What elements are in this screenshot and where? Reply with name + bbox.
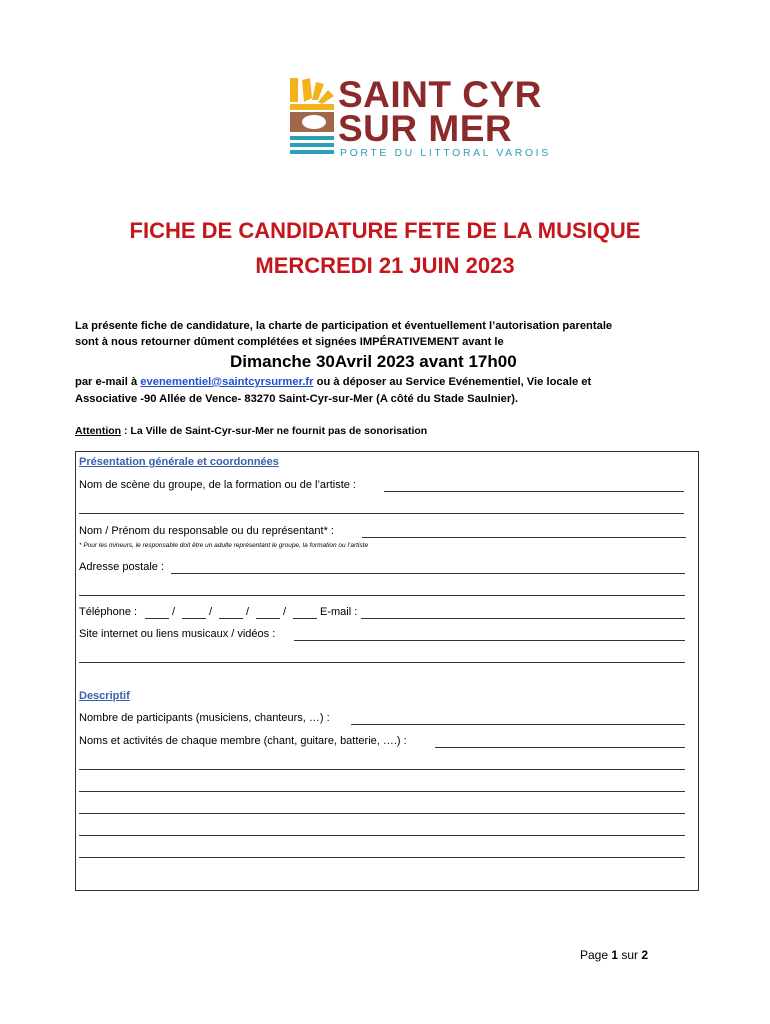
manager-label: Nom / Prénom du responsable ou du représentant* : [79,525,334,537]
phone-label: Téléphone : [79,606,138,618]
page-total: 2 [641,948,649,962]
section-general-info: Présentation générale et coordonnées [79,456,279,468]
phone-separator-4: / [283,606,287,618]
page-number [580,948,648,962]
members-label: Noms et activités de chaque membre (chant, guitare, batterie, ….) : [79,735,407,747]
attention-text: : La Ville de Saint-Cyr-sur-Mer ne fournit pas de sonorisation [121,425,428,437]
attention-note [75,425,427,437]
manager-field[interactable] [362,537,686,538]
page-of-label: sur [618,948,642,962]
phone-field-2[interactable] [182,618,206,619]
email-label: E-mail : [320,606,358,618]
members-field-5[interactable] [79,835,685,836]
phone-separator-3: / [246,606,250,618]
city-logo [288,76,558,160]
members-field[interactable] [435,747,685,748]
email-prefix: par e-mail à [75,376,141,388]
page-title-line-1: FICHE DE CANDIDATURE FETE DE LA MUSIQUE [129,218,641,243]
email-suffix: ou à déposer au Service Evénementiel, Vie locale et [313,376,592,388]
application-form [75,451,699,891]
address-label: Adresse postale : [79,561,164,573]
attention-label: Attention [75,425,122,437]
intro-line-2: sont à nous retourner dûment complétées et signées IMPÉRATIVEMENT avant le [75,336,504,348]
members-field-2[interactable] [79,769,685,770]
section-description: Descriptif [79,690,130,702]
address-field[interactable] [171,573,685,574]
address-field-2[interactable] [79,595,685,596]
stage-name-field[interactable] [384,491,684,492]
phone-separator-2: / [209,606,213,618]
phone-separator-1: / [172,606,176,618]
members-field-3[interactable] [79,791,685,792]
participants-field[interactable] [351,724,685,725]
members-field-6[interactable] [79,857,685,858]
website-label: Site internet ou liens musicaux / vidéos : [79,628,276,640]
members-field-4[interactable] [79,813,685,814]
logo-line-2: SUR MER [338,108,513,149]
intro-email-line [75,376,591,388]
website-field[interactable] [294,640,685,641]
page-title-line-2: MERCREDI 21 JUIN 2023 [255,253,515,278]
intro-line-1: La présente fiche de candidature, la charte de participation et éventuellement l’autorisation parentale [75,320,613,332]
stage-name-label: Nom de scène du groupe, de la formation ou de l’artiste : [79,479,356,491]
stage-name-field-2[interactable] [79,513,684,514]
phone-field-3[interactable] [219,618,243,619]
logo-line-1: SAINT CYR [338,74,542,115]
intro-address: Associative -90 Allée de Vence- 83270 Saint-Cyr-sur-Mer (A côté du Stade Saulnier). [75,393,519,405]
logo-tagline: PORTE DU LITTORAL VAROIS [340,147,551,159]
phone-field-1[interactable] [145,618,169,619]
email-link[interactable]: evenementiel@saintcyrsurmer.fr [140,376,314,388]
website-field-2[interactable] [79,662,685,663]
page-current: 1 [611,948,619,962]
deadline: Dimanche 30Avril 2023 avant 17h00 [230,352,517,371]
phone-field-4[interactable] [256,618,280,619]
page-label: Page [580,948,612,962]
participants-label: Nombre de participants (musiciens, chanteurs, …) : [79,712,330,724]
phone-field-5[interactable] [293,618,317,619]
email-field[interactable] [361,618,685,619]
minor-note: * Pour les mineurs, le responsable doit être un adulte représentant le groupe, la formation ou l’artiste [79,542,369,549]
sun-sea-emblem-icon [288,78,336,158]
